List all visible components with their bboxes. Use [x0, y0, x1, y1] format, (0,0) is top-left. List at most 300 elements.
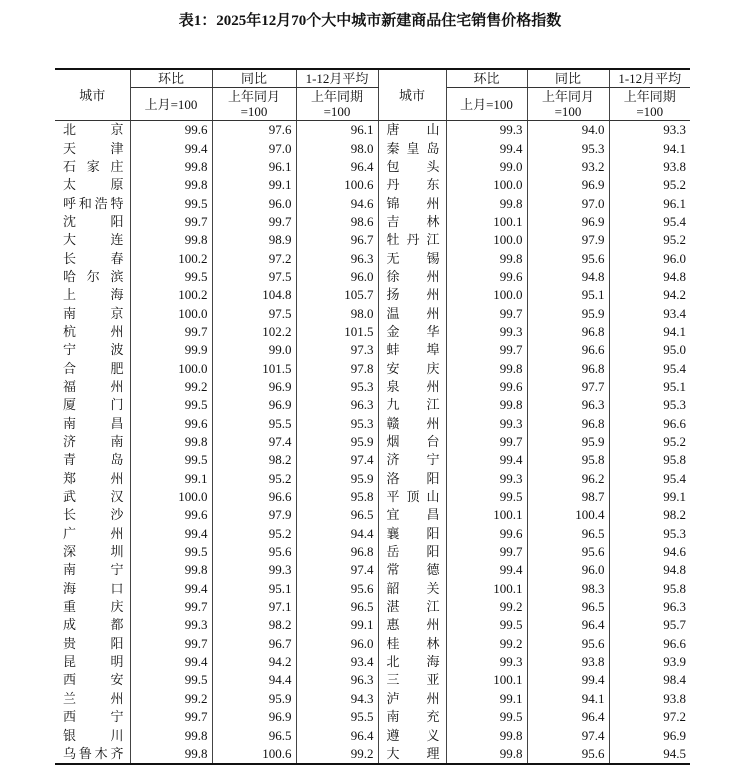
city-cell	[55, 341, 130, 359]
avg-value: 99.1	[663, 489, 686, 505]
yoy-value: 97.1	[212, 598, 296, 616]
table-row	[55, 213, 690, 231]
avg-value: 96.5	[296, 598, 378, 616]
city-cell	[378, 671, 446, 689]
city-name: 牡丹江	[386, 232, 440, 248]
yoy-value: 100.4	[527, 506, 609, 524]
city-cell	[378, 506, 446, 524]
mom-value: 99.3	[446, 470, 527, 488]
avg-value: 95.8	[663, 580, 686, 596]
city-cell	[55, 286, 130, 304]
yoy-value: 97.2	[212, 249, 296, 267]
city-name: 西宁	[63, 709, 124, 725]
mom-value: 99.5	[130, 671, 212, 689]
city-cell	[55, 616, 130, 634]
city-cell	[55, 378, 130, 396]
city-name: 南宁	[63, 562, 124, 578]
mom-value: 99.4	[446, 561, 527, 579]
city-cell	[378, 304, 446, 322]
city-name: 西安	[63, 672, 124, 688]
avg-value: 95.8	[296, 488, 378, 506]
mom-value: 99.8	[130, 158, 212, 176]
yoy-value: 95.6	[527, 745, 609, 764]
city-cell	[55, 176, 130, 194]
yoy-value: 93.2	[527, 158, 609, 176]
city-cell	[378, 415, 446, 433]
avg-value: 95.7	[663, 617, 686, 633]
city-cell	[378, 525, 446, 543]
yoy-value: 95.2	[212, 525, 296, 543]
avg-value: 96.6	[663, 415, 686, 431]
city-cell	[55, 213, 130, 231]
mom-value: 99.7	[130, 635, 212, 653]
yoy-value: 99.7	[212, 213, 296, 231]
city-cell	[55, 231, 130, 249]
mom-value: 99.2	[446, 598, 527, 616]
yoy-value: 102.2	[212, 323, 296, 341]
avg-value: 94.3	[296, 690, 378, 708]
avg-value: 98.0	[296, 304, 378, 322]
city-name: 赣州	[386, 415, 440, 431]
mom-value: 99.6	[446, 378, 527, 396]
city-cell	[378, 726, 446, 744]
avg-value: 95.2	[663, 434, 686, 450]
table-row	[55, 139, 690, 157]
city-cell	[378, 470, 446, 488]
table-row	[55, 635, 690, 653]
city-cell	[55, 653, 130, 671]
mom-value: 99.6	[130, 506, 212, 524]
city-name: 济南	[63, 434, 124, 450]
city-name: 宜昌	[386, 507, 440, 523]
city-name: 天津	[63, 140, 124, 156]
avg-value: 105.7	[296, 286, 378, 304]
avg-value: 96.6	[663, 635, 686, 651]
city-cell	[378, 616, 446, 634]
yoy-value: 97.9	[212, 506, 296, 524]
city-cell	[378, 121, 446, 140]
city-cell	[55, 690, 130, 708]
avg-value: 94.5	[609, 745, 690, 764]
city-cell	[55, 708, 130, 726]
city-cell	[55, 580, 130, 598]
mom-value: 99.5	[130, 268, 212, 286]
mom-value: 99.7	[446, 543, 527, 561]
mom-value: 99.4	[446, 451, 527, 469]
header-avg-base-line2: =100	[323, 104, 351, 119]
city-name: 沈阳	[63, 213, 124, 229]
mom-value: 99.1	[130, 470, 212, 488]
table-row	[55, 708, 690, 726]
city-cell	[378, 635, 446, 653]
avg-value: 96.4	[296, 726, 378, 744]
city-name: 重庆	[63, 599, 124, 615]
header-avg: 1-12月平均	[296, 69, 378, 88]
city-name: 厦门	[63, 397, 124, 413]
avg-value: 96.1	[296, 121, 378, 140]
city-cell	[55, 433, 130, 451]
header-yoy: 同比	[212, 69, 296, 88]
table-row	[55, 341, 690, 359]
yoy-value: 94.1	[527, 690, 609, 708]
yoy-value: 96.7	[212, 635, 296, 653]
yoy-value: 95.5	[212, 415, 296, 433]
table-row	[55, 194, 690, 212]
city-cell	[378, 451, 446, 469]
yoy-value: 96.8	[527, 359, 609, 377]
city-cell	[378, 268, 446, 286]
mom-value: 99.8	[446, 249, 527, 267]
city-cell	[378, 433, 446, 451]
city-cell	[55, 506, 130, 524]
avg-value: 96.3	[296, 249, 378, 267]
city-name: 长沙	[63, 507, 124, 523]
avg-value: 93.4	[296, 653, 378, 671]
city-cell	[378, 231, 446, 249]
city-name: 北海	[386, 654, 440, 670]
city-name: 洛阳	[386, 470, 440, 486]
yoy-value: 97.6	[212, 121, 296, 140]
header-yoy-base-line2: =100	[554, 104, 582, 119]
city-cell	[55, 726, 130, 744]
avg-value: 96.0	[663, 250, 686, 266]
yoy-value: 99.3	[212, 561, 296, 579]
yoy-value: 96.0	[212, 194, 296, 212]
city-name: 唐山	[386, 122, 440, 138]
header-avg-base-line2: =100	[636, 104, 664, 119]
mom-value: 100.2	[130, 249, 212, 267]
avg-value: 96.0	[296, 268, 378, 286]
city-name: 郑州	[63, 470, 124, 486]
avg-value: 95.4	[663, 470, 686, 486]
city-name: 丹东	[386, 177, 440, 193]
yoy-value: 100.6	[212, 745, 296, 764]
city-name: 安庆	[386, 360, 440, 376]
city-name: 三亚	[386, 672, 440, 688]
mom-value: 100.2	[130, 286, 212, 304]
city-name: 福州	[63, 378, 124, 394]
avg-value: 95.8	[663, 452, 686, 468]
yoy-value: 97.0	[212, 139, 296, 157]
avg-value: 97.4	[296, 451, 378, 469]
mom-value: 99.3	[446, 653, 527, 671]
yoy-value: 95.9	[527, 304, 609, 322]
yoy-value: 97.4	[527, 726, 609, 744]
city-cell	[378, 286, 446, 304]
mom-value: 99.0	[446, 158, 527, 176]
city-cell	[55, 323, 130, 341]
avg-value: 94.6	[296, 194, 378, 212]
yoy-value: 101.5	[212, 359, 296, 377]
city-cell	[378, 488, 446, 506]
table-row	[55, 580, 690, 598]
mom-value: 99.8	[446, 396, 527, 414]
table-row	[55, 506, 690, 524]
yoy-value: 96.3	[527, 396, 609, 414]
city-name: 长春	[63, 250, 124, 266]
header-city-2: 城市	[378, 69, 446, 121]
header-yoy-base-line2: =100	[240, 104, 268, 119]
mom-value: 99.5	[130, 396, 212, 414]
city-name: 平顶山	[386, 489, 440, 505]
mom-value: 99.2	[130, 378, 212, 396]
avg-value: 95.6	[296, 580, 378, 598]
table-row	[55, 396, 690, 414]
table-row	[55, 158, 690, 176]
city-name: 济宁	[386, 452, 440, 468]
mom-value: 99.8	[446, 726, 527, 744]
table-row	[55, 561, 690, 579]
city-name: 上海	[63, 287, 124, 303]
city-cell	[378, 745, 446, 764]
yoy-value: 96.2	[527, 470, 609, 488]
city-name: 无锡	[386, 250, 440, 266]
yoy-value: 96.4	[527, 708, 609, 726]
city-name: 南京	[63, 305, 124, 321]
mom-value: 99.7	[446, 433, 527, 451]
table-row	[55, 304, 690, 322]
mom-value: 99.7	[130, 598, 212, 616]
table-row	[55, 671, 690, 689]
avg-value: 98.2	[663, 507, 686, 523]
table-row	[55, 231, 690, 249]
city-name: 深圳	[63, 544, 124, 560]
table-row	[55, 415, 690, 433]
mom-value: 99.5	[446, 708, 527, 726]
yoy-value: 96.8	[527, 323, 609, 341]
yoy-value: 95.2	[212, 470, 296, 488]
header-yoy-base-line1: 上年同月	[227, 89, 280, 104]
city-cell	[55, 268, 130, 286]
yoy-value: 95.3	[527, 139, 609, 157]
table-row	[55, 451, 690, 469]
mom-value: 99.8	[130, 231, 212, 249]
city-name: 青岛	[63, 452, 124, 468]
yoy-value: 96.1	[212, 158, 296, 176]
yoy-value: 98.2	[212, 616, 296, 634]
avg-value: 96.1	[663, 195, 686, 211]
city-name: 金华	[386, 323, 440, 339]
city-name: 韶关	[386, 580, 440, 596]
city-cell	[378, 194, 446, 212]
city-name: 湛江	[386, 599, 440, 615]
mom-value: 99.7	[130, 323, 212, 341]
city-name: 桂林	[386, 635, 440, 651]
city-cell	[55, 488, 130, 506]
avg-value: 97.8	[296, 359, 378, 377]
city-name: 呼和浩特	[63, 195, 124, 211]
mom-value: 99.3	[446, 323, 527, 341]
avg-value: 99.1	[296, 616, 378, 634]
header-mom-base: 上月=100	[130, 88, 212, 121]
mom-value: 100.1	[446, 506, 527, 524]
avg-value: 95.4	[663, 360, 686, 376]
city-name: 银川	[63, 727, 124, 743]
table-row	[55, 268, 690, 286]
table-row	[55, 543, 690, 561]
city-name: 成都	[63, 617, 124, 633]
yoy-value: 96.6	[527, 341, 609, 359]
mom-value: 99.7	[446, 341, 527, 359]
yoy-value: 97.7	[527, 378, 609, 396]
city-cell	[378, 580, 446, 598]
mom-value: 99.4	[130, 580, 212, 598]
city-name: 扬州	[386, 287, 440, 303]
header-avg-base-2	[609, 88, 690, 121]
avg-value: 97.4	[296, 561, 378, 579]
table-row	[55, 378, 690, 396]
table-row	[55, 121, 690, 140]
mom-value: 99.5	[130, 194, 212, 212]
header-avg-base	[296, 88, 378, 121]
header-avg-2: 1-12月平均	[609, 69, 690, 88]
city-name: 乌鲁木齐	[63, 745, 124, 761]
header-yoy-base-line1: 上年同月	[541, 89, 594, 104]
city-name: 南昌	[63, 415, 124, 431]
city-cell	[55, 249, 130, 267]
city-cell	[378, 561, 446, 579]
city-name: 石家庄	[63, 158, 124, 174]
table-row	[55, 488, 690, 506]
city-name: 襄阳	[386, 525, 440, 541]
city-cell	[378, 158, 446, 176]
mom-value: 99.8	[130, 176, 212, 194]
avg-value: 95.3	[663, 397, 686, 413]
mom-value: 100.0	[446, 286, 527, 304]
header-city: 城市	[55, 69, 130, 121]
yoy-value: 96.9	[212, 378, 296, 396]
yoy-value: 99.1	[212, 176, 296, 194]
mom-value: 99.5	[130, 451, 212, 469]
city-cell	[378, 323, 446, 341]
avg-value: 95.4	[663, 213, 686, 229]
avg-value: 98.6	[296, 213, 378, 231]
header-avg-base-line1: 上年同期	[623, 89, 676, 104]
avg-value: 93.8	[663, 690, 686, 706]
yoy-value: 97.0	[527, 194, 609, 212]
yoy-value: 95.6	[527, 635, 609, 653]
city-cell	[378, 249, 446, 267]
mom-value: 100.0	[130, 359, 212, 377]
mom-value: 100.1	[446, 213, 527, 231]
yoy-value: 94.8	[527, 268, 609, 286]
mom-value: 99.3	[446, 121, 527, 140]
yoy-value: 95.6	[527, 249, 609, 267]
city-name: 岳阳	[386, 544, 440, 560]
yoy-value: 96.5	[527, 525, 609, 543]
city-cell	[55, 359, 130, 377]
city-name: 惠州	[386, 617, 440, 633]
city-name: 海口	[63, 580, 124, 596]
table-row	[55, 690, 690, 708]
table-row	[55, 726, 690, 744]
mom-value: 99.5	[446, 488, 527, 506]
city-cell	[55, 543, 130, 561]
table-row	[55, 745, 690, 764]
city-cell	[378, 139, 446, 157]
table-row	[55, 286, 690, 304]
table-row	[55, 598, 690, 616]
city-name: 泸州	[386, 690, 440, 706]
avg-value: 96.0	[296, 635, 378, 653]
avg-value: 96.3	[296, 396, 378, 414]
city-cell	[378, 708, 446, 726]
city-cell	[378, 341, 446, 359]
yoy-value: 98.9	[212, 231, 296, 249]
table-row	[55, 525, 690, 543]
yoy-value: 99.0	[212, 341, 296, 359]
avg-value: 94.4	[296, 525, 378, 543]
mom-value: 99.4	[130, 139, 212, 157]
yoy-value: 95.6	[212, 543, 296, 561]
mom-value: 99.5	[446, 616, 527, 634]
avg-value: 99.2	[296, 745, 378, 764]
city-cell	[55, 561, 130, 579]
yoy-value: 95.1	[212, 580, 296, 598]
city-cell	[55, 194, 130, 212]
mom-value: 99.9	[130, 341, 212, 359]
avg-value: 93.3	[663, 122, 686, 138]
mom-value: 99.6	[446, 525, 527, 543]
mom-value: 99.7	[446, 304, 527, 322]
city-name: 兰州	[63, 690, 124, 706]
avg-value: 97.2	[663, 709, 686, 725]
avg-value: 101.5	[296, 323, 378, 341]
yoy-value: 96.9	[527, 213, 609, 231]
city-name: 烟台	[386, 434, 440, 450]
yoy-value: 96.9	[212, 708, 296, 726]
mom-value: 99.8	[130, 433, 212, 451]
city-name: 吉林	[386, 213, 440, 229]
header-yoy-2: 同比	[527, 69, 609, 88]
city-name: 九江	[386, 397, 440, 413]
city-cell	[55, 304, 130, 322]
yoy-value: 95.9	[527, 433, 609, 451]
table-row	[55, 616, 690, 634]
city-cell	[378, 213, 446, 231]
city-name: 合肥	[63, 360, 124, 376]
table-row	[55, 323, 690, 341]
city-name: 杭州	[63, 323, 124, 339]
table-row	[55, 359, 690, 377]
mom-value: 99.4	[130, 525, 212, 543]
mom-value: 99.7	[130, 213, 212, 231]
avg-value: 95.1	[663, 378, 686, 394]
mom-value: 99.8	[130, 745, 212, 764]
avg-value: 100.6	[296, 176, 378, 194]
avg-value: 97.3	[296, 341, 378, 359]
table-row	[55, 176, 690, 194]
yoy-value: 96.4	[527, 616, 609, 634]
avg-value: 96.7	[296, 231, 378, 249]
avg-value: 98.0	[296, 139, 378, 157]
avg-value: 96.3	[663, 599, 686, 615]
mom-value: 99.7	[130, 708, 212, 726]
yoy-value: 96.9	[527, 176, 609, 194]
yoy-value: 96.6	[212, 488, 296, 506]
avg-value: 95.3	[296, 415, 378, 433]
yoy-value: 95.9	[212, 690, 296, 708]
mom-value: 99.8	[446, 359, 527, 377]
mom-value: 99.2	[130, 690, 212, 708]
avg-value: 94.1	[663, 323, 686, 339]
city-name: 遵义	[386, 727, 440, 743]
mom-value: 99.8	[130, 561, 212, 579]
city-name: 北京	[63, 122, 124, 138]
city-name: 包头	[386, 158, 440, 174]
avg-value: 96.3	[296, 671, 378, 689]
mom-value: 99.8	[130, 726, 212, 744]
